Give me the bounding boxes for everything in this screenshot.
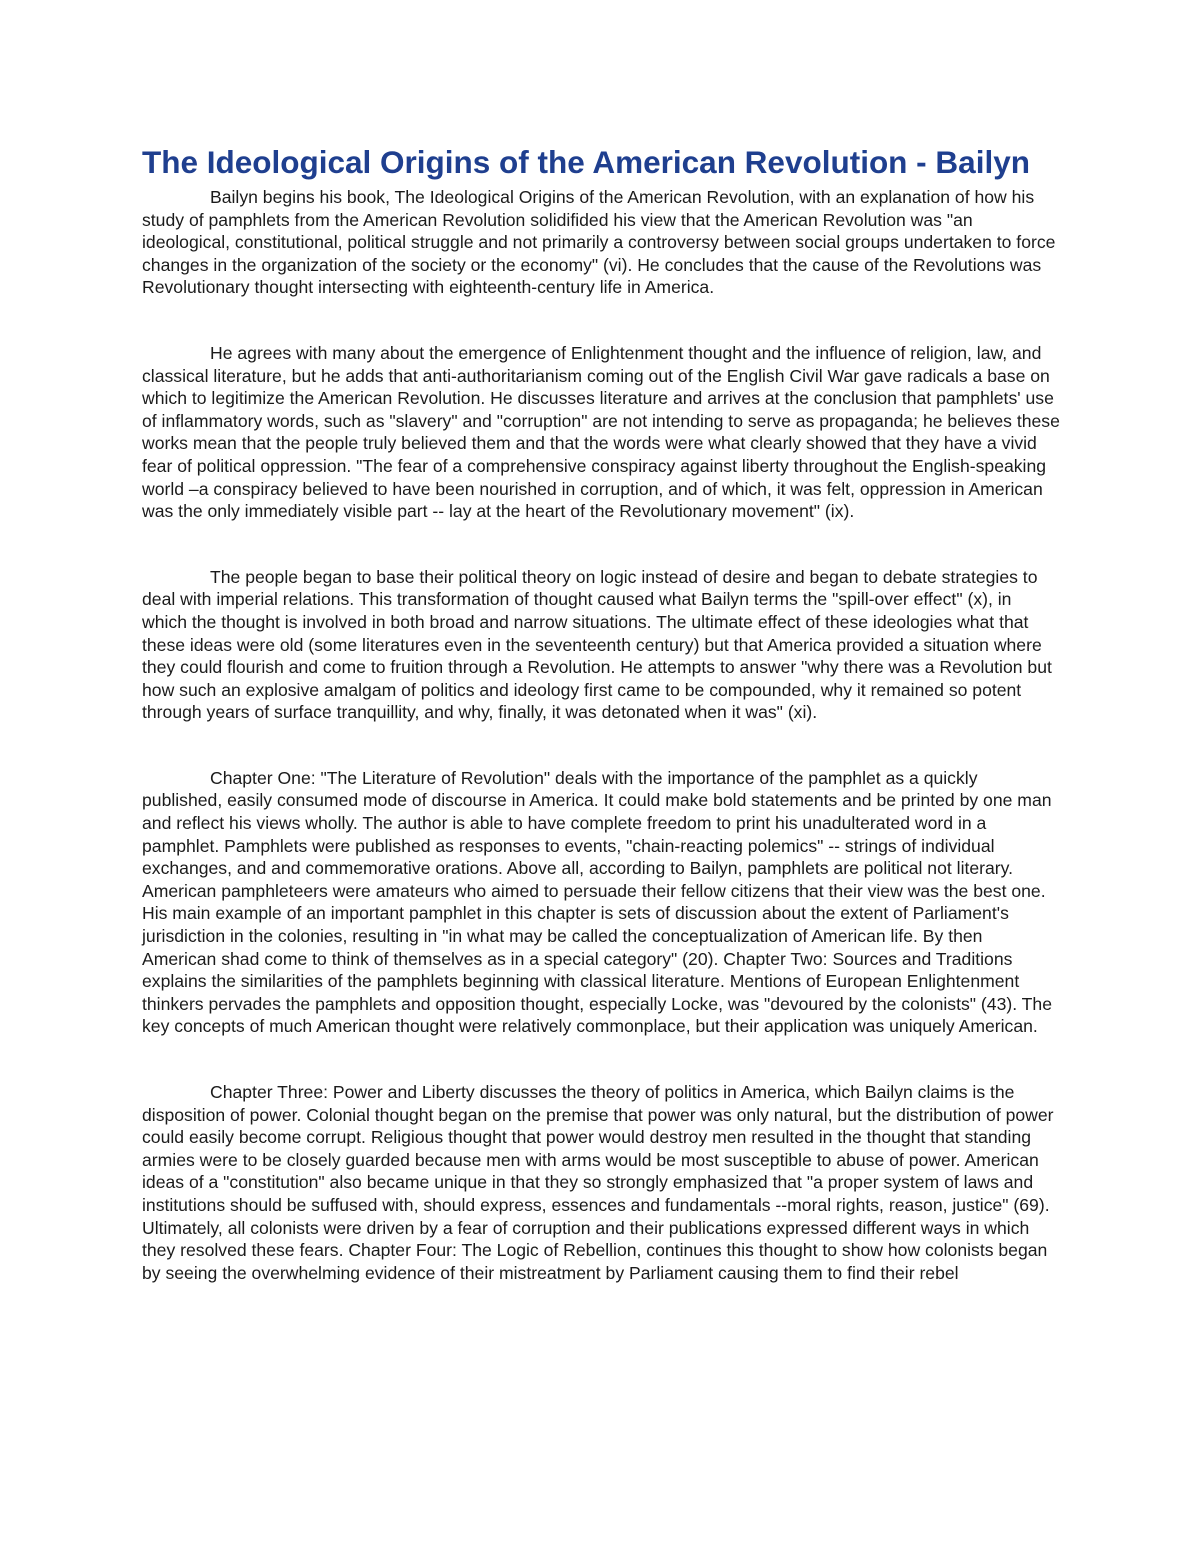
paragraph-political-theory: The people began to base their political theory on logic instead of desire and began to debate strategies to deal with imperial relations. This transformation of thought caused what Bailyn terms the "spill-over effect" (x), in which the thought is involved in both broad and narrow situations. The ultimate effect of these ideologies what that these ideas were old (some literatures even in the seventeenth century) but that America provided a situation where they could flourish and come to fruition through a Revolution. He attempts to answer "why there was a Revolution but how such an explosive amalgam of politics and ideology first came to be compounded, why it remained so potent through years of surface tranquillity, and why, finally, it was detonated when it was" (xi).: [142, 566, 1052, 723]
paragraph-introduction: Bailyn begins his book, The Ideological Origins of the American Revolution, with an explanation of how his study of pamphlets from the American Revolution solidifided his view that the American Revolution was "an ideological, constitutional, political struggle and not primarily a controversy between social groups undertaken to force changes in the organization of the society or the economy" (vi). He concludes that the cause of the Revolutions was Revolutionary thought intersecting with eighteenth-century life in America.: [142, 187, 1056, 298]
document-title: The Ideological Origins of the American Revolution - Bailyn: [142, 144, 1030, 180]
paragraph-enlightenment: He agrees with many about the emergence of Enlightenment thought and the influence of religion, law, and classical literature, but he adds that anti-authoritarianism coming out of the English Civil War gave radicals a base on which to legitimize the American Revolution. He discusses literature and arrives at the conclusion that pamphlets' use of inflammatory words, such as "slavery" and "corruption" are not intending to serve as propaganda; he believes these works mean that the people truly believed them and that the words were what clearly showed that they have a vivid fear of political oppression. "The fear of a comprehensive conspiracy against liberty throughout the English-speaking world –a conspiracy believed to have been nourished in corruption, and of which, it was felt, oppression in American was the only immediately visible part -- lay at the heart of the Revolutionary movement" (ix).: [142, 342, 1060, 522]
paragraph-chapters-one-two: Chapter One: "The Literature of Revolution" deals with the importance of the pamphlet as a quickly published, easily consumed mode of discourse in America. It could make bold statements and be printed by one man and reflect his views wholly. The author is able to have complete freedom to print his unadulterated word in a pamphlet. Pamphlets were published as responses to events, "chain-reacting polemics" -- strings of individual exchanges, and and commemorative orations. Above all, according to Bailyn, pamphlets are political not literary. American pamphleteers were amateurs who aimed to persuade their fellow citizens that their view was the best one. His main example of an important pamphlet in this chapter is sets of discussion about the extent of Parliament's jurisdiction in the colonies, resulting in "in what may be called the conceptualization of American life. By then American shad come to think of themselves as in a special category" (20). Chapter Two: Sources and Traditions explains the similarities of the pamphlets beginning with classical literature. Mentions of European Enlightenment thinkers pervades the pamphlets and opposition thought, especially Locke, was "devoured by the colonists" (43). The key concepts of much American thought were relatively commonplace, but their application was uniquely American.: [142, 767, 1052, 1037]
document-body: [142, 186, 1060, 1284]
paragraph-chapters-three-four: Chapter Three: Power and Liberty discusses the theory of politics in America, which Bailyn claims is the disposition of power. Colonial thought began on the premise that power was only natural, but the distribution of power could easily become corrupt. Religious thought that power would destroy men resulted in the thought that standing armies were to be closely guarded because men with arms would be most susceptible to abuse of power. American ideas of a "constitution" also became unique in that they so strongly emphasized that "a proper system of laws and institutions should be suffused with, should express, essences and fundamentals --moral rights, reason, justice" (69). Ultimately, all colonists were driven by a fear of corruption and their publications expressed different ways in which they resolved these fears. Chapter Four: The Logic of Rebellion, continues this thought to show how colonists began by seeing the overwhelming evidence of their mistreatment by Parliament causing them to find their rebel: [142, 1082, 1054, 1283]
